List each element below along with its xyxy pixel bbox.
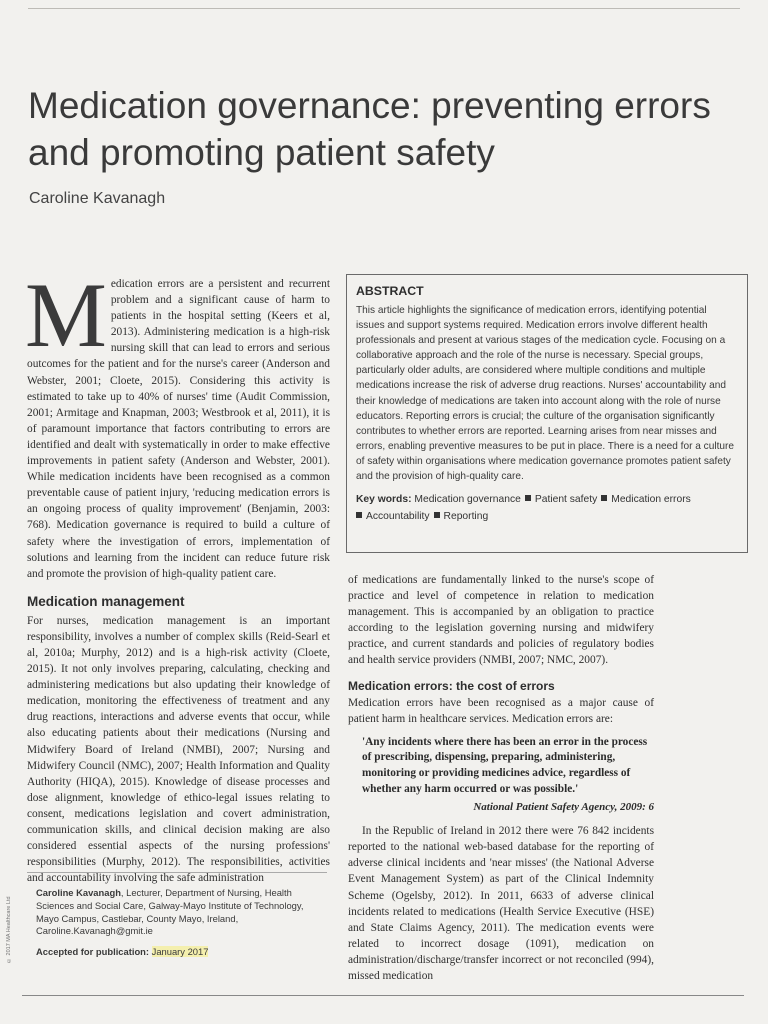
bottom-rule — [22, 995, 744, 996]
cost-intro-paragraph: Medication errors have been recognised as a major cause of patient harm in healthcare services. Medication errors are: — [348, 696, 654, 725]
accepted-label: Accepted for publication: — [36, 946, 150, 958]
continuation-paragraph: of medications are fundamentally linked to the nurse's scope of practice and level of competence in relation to medication management. This is accompanied by an obligation to practice according to the legislation governing nursing and midwifery practice, and current standards and policies of regulatory bodies and health service providers (NMBI, 2007; NMC, 2007). — [348, 574, 654, 667]
definition-quote: 'Any incidents where there has been an error in the process of prescribing, dispensing, preparing, administering, monitoring or providing medicines advice, regardless of whether any harm occurred or was possible.' — [362, 735, 648, 795]
ireland-statistics-paragraph: In the Republic of Ireland in 2012 there were 76 842 incidents reported to the national web-based database for the reporting of adverse clinical incidents and 'near misses' (the National Adverse Event Management System) as part of the Clinical Indemnity Scheme (Ogelsby, 2012). In 2011, 6633 of adverse clinical incidents related to medications (Health Service Executive (HSE) and State Claims Agency, 2011). The medication events were related to incorrect dosage (1091), medication on administration/discharge/transfer incorrect or not reconciled (994), missed medication — [348, 825, 654, 982]
intro-text: edication errors are a persistent and recurrent problem and a significant cause of harm to patients in the hospital setting (Keers et al, 2013). Administering medication is a high-risk nursing skill that can lead to errors and serious outcomes for the patient and for the nurse's career (Anderson and Webster, 2001; Cloete, 2015). Considering this activity is estimated to take up to 40% of nurses' time (Audit Commission, 2001; Armitage and Knapman, 2003; Westbrook et al, 2011), it is of paramount importance that factors contributing to errors are identified and dealt with systematically in order to make effective improvements in patient safety (Anderson and Webster, 2001). While medication incidents have been recognised as a common preventable cause of patient injury, 'reducing medication errors is an ongoing process of quality improvement' (Benjamin, 2003: 768). Medication governance is required to build a culture of safety where the investigation of errors, implementation of solutions and learning from the incident can reduce future risk and promote the provision of high-quality patient care. — [27, 278, 330, 580]
author-box-details: , Lecturer, Department of Nursing, Health Sciences and Social Care, Galway-Mayo Institute of Technology, Mayo Campus, Castlebar, County Mayo, Ireland, — [36, 887, 304, 924]
keyword: Reporting — [443, 511, 489, 523]
article-author: Caroline Kavanagh — [29, 190, 166, 207]
keyword: Accountability — [366, 511, 430, 523]
section-heading-cost-of-errors: Medication errors: the cost of errors — [348, 678, 555, 693]
left-column — [25, 264, 330, 886]
quote-source: National Patient Safety Agency, 2009: 6 — [473, 801, 654, 814]
author-info-box — [27, 872, 327, 974]
square-bullet-icon — [356, 512, 362, 518]
article-title: Medication governance: preventing errors and promoting patient safety — [28, 85, 711, 173]
top-rule — [28, 8, 740, 9]
right-column — [348, 572, 654, 984]
side-copyright: © 2017 MA Healthcare Ltd — [6, 896, 12, 963]
keyword: Patient safety — [534, 494, 598, 506]
keywords — [356, 491, 738, 525]
abstract-body: This article highlights the significance of medication errors, identifying potential issues and support systems required. Medication errors involve different health professionals and present at various stages of the medication cycle. Focusing on a collaborative approach and the role of the nurse is necessary. Special groups, particularly older adults, are considered where multiple conditions and multiple medications increase the risk of adverse drug reactions. Nurses' accountability and their knowledge of medications are taken into account along with the role of nurse educators. Reporting errors is crucial; the culture of the organisation significantly contributes to whether errors are reported. Learning arises from near misses and errors, enabling preventive measures to be put in place. There is a need for a culture of safety within organisations where medication governance promotes patient safety and the provision of high-quality care. — [356, 305, 734, 483]
abstract-box — [346, 274, 748, 553]
drop-cap: M — [25, 264, 107, 366]
accepted-date: January 2017 — [151, 946, 209, 958]
keyword: Medication errors — [611, 494, 691, 506]
medication-management-paragraph: For nurses, medication management is an important responsibility, involves a number of complex skills (Reid-Searl et al, 2010a; Murphy, 2012) and is a high-risk activity (Cloete, 2015). It not only involves preparing, calculating, checking and administering medications but also updating their knowledge of medication, monitoring the effectiveness of treatment and any drug reactions, interactions and adverse events that occur, while also educating patients about their medications (Nursing and Midwifery Board of Ireland (NMBI), 2007; Nursing and Midwifery Council (NMC), 2007; Health Information and Quality Authority (HIQA), 2015). Knowledge of disease processes and dose alignment, knowledge of ethico-legal issues relating to consent, medications legislation and covert administration, communication skills, and clinical decision making are also considered essential aspects of the nursing professions' responsibilities (Murphy, 2012). The responsibilities, activities and accountability involving the safe administration — [27, 614, 330, 885]
accepted-line — [36, 946, 327, 959]
square-bullet-icon — [525, 495, 531, 501]
keyword: Medication governance — [414, 494, 521, 506]
author-email: Caroline.Kavanagh@gmit.ie — [36, 925, 153, 937]
abstract-heading: ABSTRACT — [356, 284, 424, 298]
square-bullet-icon — [434, 512, 440, 518]
keywords-label: Key words: — [356, 494, 412, 506]
section-heading-medication-management: Medication management — [27, 593, 185, 609]
square-bullet-icon — [601, 495, 607, 501]
intro-paragraph — [25, 264, 330, 582]
author-affiliation — [36, 887, 327, 938]
author-box-name: Caroline Kavanagh — [36, 887, 121, 898]
